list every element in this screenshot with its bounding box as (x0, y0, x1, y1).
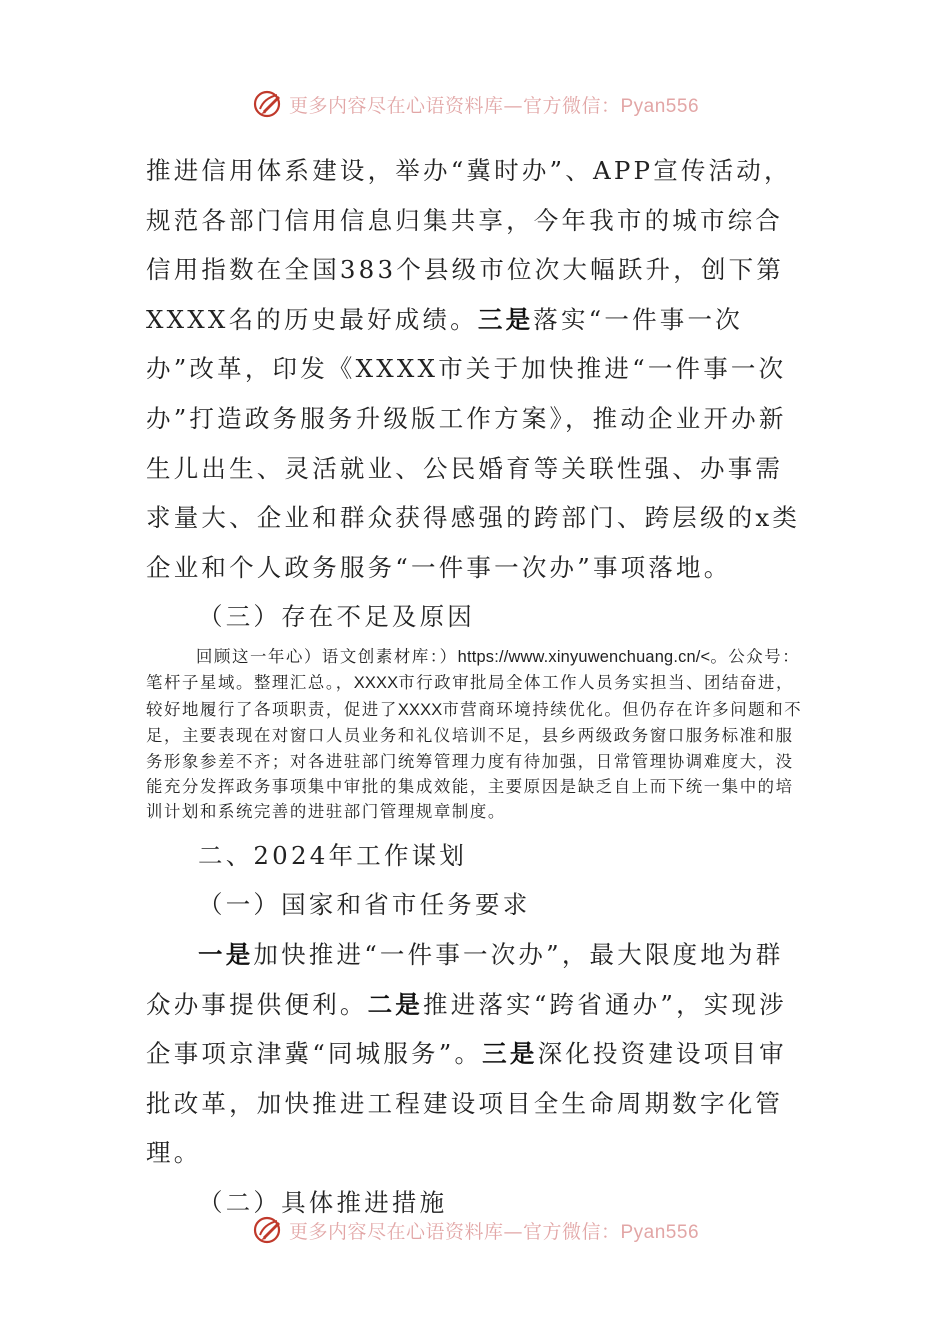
watermark-text: 更多内容尽在心语资料库—官方微信：Pyan556 (288, 94, 700, 117)
watermark-header (0, 84, 950, 124)
subsection-heading-tasks: （一）国家和省市任务要求 (198, 890, 531, 920)
document-body (146, 146, 806, 1228)
paragraph-tasks: 一是加快推进“一件事一次办”，最大限度地为群众办事提供便利。二是推进落实“跨省通办”，实现涉企事项京津冀“同城服务”。三是深化投资建设项目审批改革，加快推进工程建设项目全生命周期数字化管理。 (146, 939, 787, 1168)
subsection-heading-measures: （二）具体推进措施 (198, 1187, 448, 1217)
paragraph-credit-system: 推进信用体系建设，举办“冀时办”、APP宣传活动，规范各部门信用信息归集共享，今年我市的城市综合信用指数在全国383个县级市位次大幅跃升，创下第XXXX名的历史最好成绩。三是落实“一件事一次办”改革，印发《XXXX市关于加快推进“一件事一次办”打造政务服务升级版工作方案》，推动企业开办新生儿出生、灵活就业、公民婚育等关联性强、办事需求量大、企业和群众获得感强的跨部门、跨层级的x类企业和个人政务服务“一件事一次办”事项落地。 (146, 156, 801, 582)
bold-marker: 三是 (477, 304, 534, 334)
watermark-text: 更多内容尽在心语资料库—官方微信：Pyan556 (288, 1220, 700, 1243)
pen-logo-icon (251, 87, 285, 121)
pen-logo-icon (251, 1213, 285, 1247)
deficiency-paragraph: 回顾这一年心）语文创素材库：）https://www.xinyuwenchuang.cn/<。公众号：笔杆子星域。整理汇总。，XXXX市行政审批局全体工作人员务实担当、团结奋进，较好地履行了各项职责，促进了XXXX市营商环境持续优化。但仍存在许多问题和不足，主要表现在对窗口人员业务和礼仪培训不足，县乡两级政务窗口服务标准和服务形象参差不齐；对各进驻部门统筹管理力度有待加强，日常管理协调难度大，没能充分发挥政务事项集中审批的集成效能，主要原因是缺乏自上而下统一集中的培训计划和系统完善的进驻部门管理规章制度。 (146, 646, 803, 822)
section-heading-2024-plan: 二、2024年工作谋划 (198, 840, 468, 870)
watermark-footer (0, 1210, 950, 1250)
source-url: https://www.xinyuwenchuang.cn/< (457, 647, 711, 666)
section-heading-deficiencies: （三）存在不足及原因 (198, 602, 475, 632)
